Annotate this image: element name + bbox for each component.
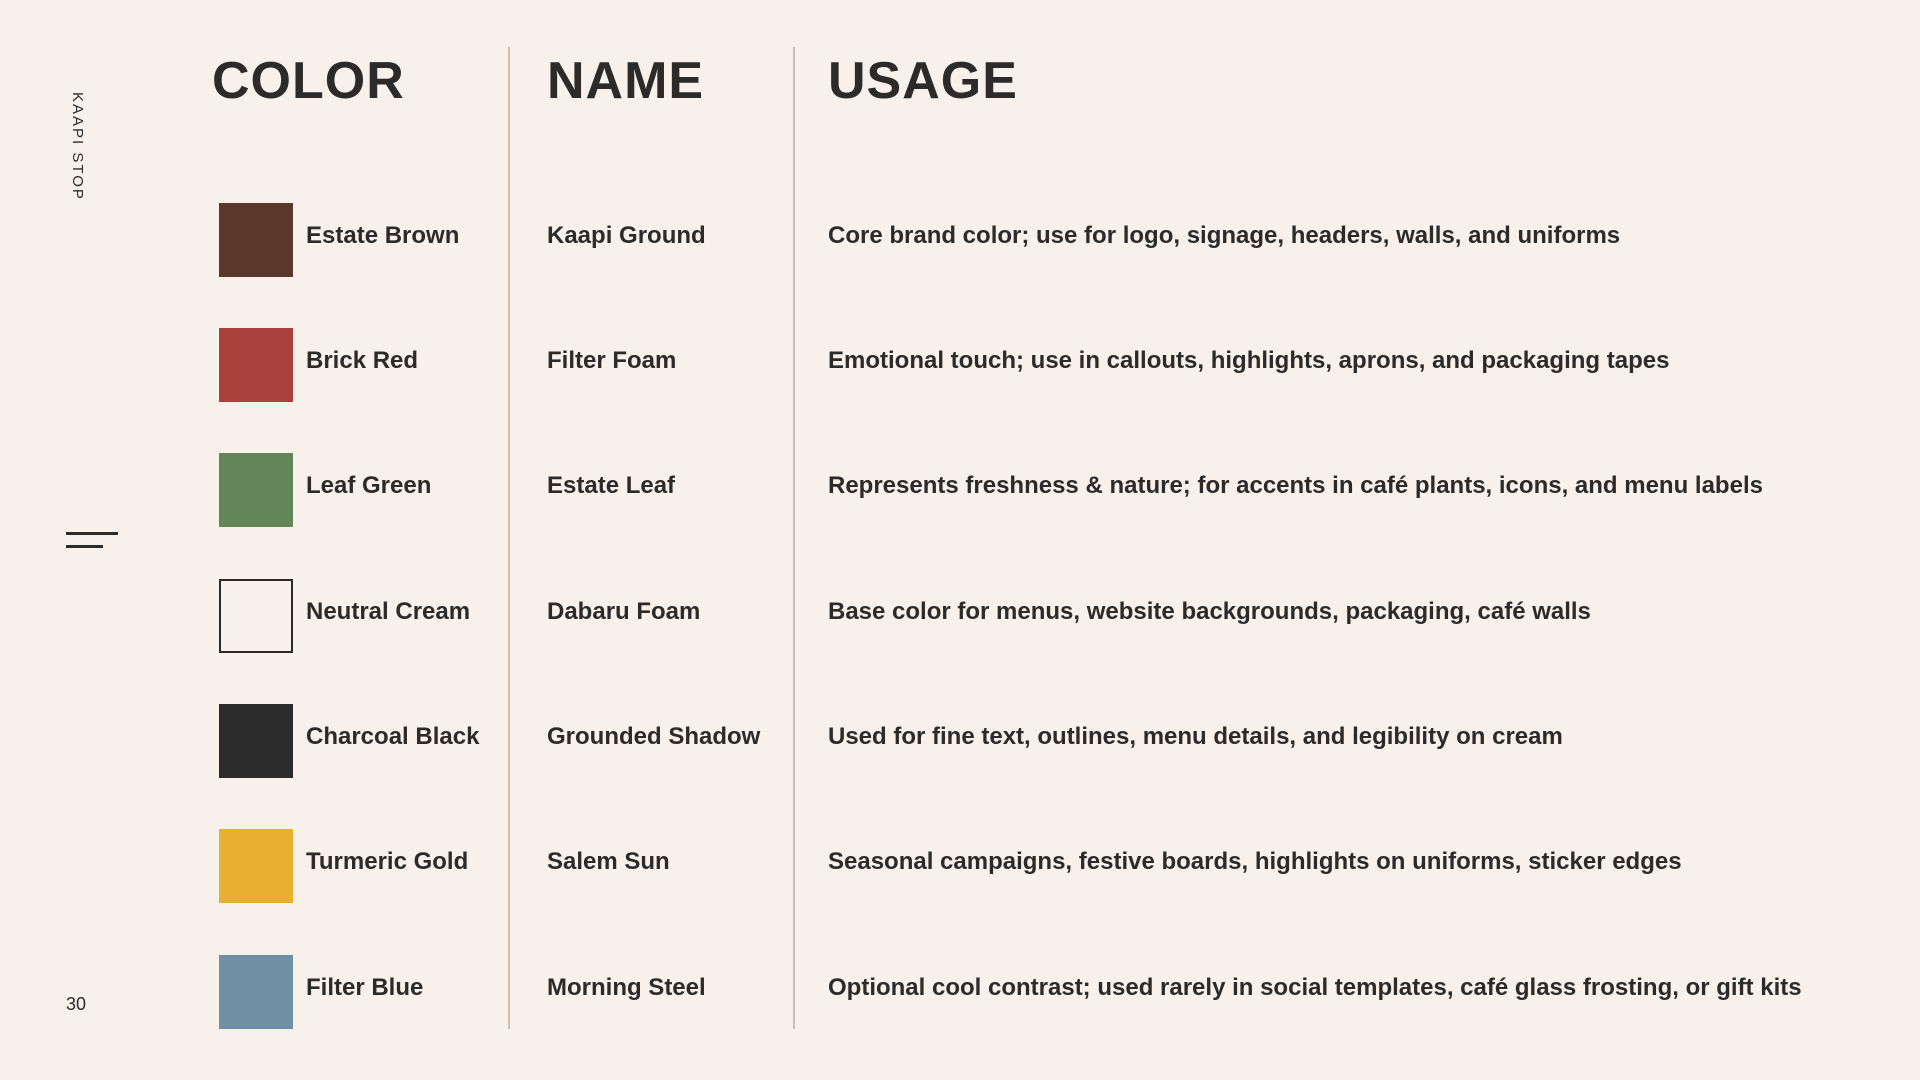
color-usage: Used for fine text, outlines, menu details, and legibility on cream xyxy=(828,723,1563,750)
color-row xyxy=(0,325,1920,401)
menu-icon-bar-top xyxy=(66,532,118,535)
color-usage: Base color for menus, website backgrounds, packaging, café walls xyxy=(828,598,1591,625)
color-swatch xyxy=(219,579,293,653)
color-usage: Seasonal campaigns, festive boards, highlights on uniforms, sticker edges xyxy=(828,848,1682,875)
color-usage: Emotional touch; use in callouts, highlights, aprons, and packaging tapes xyxy=(828,347,1670,374)
brand-color-name: Grounded Shadow xyxy=(547,723,761,750)
color-name: Estate Brown xyxy=(306,222,460,249)
color-name: Leaf Green xyxy=(306,472,432,499)
header-usage: USAGE xyxy=(828,52,1018,110)
brand-color-name: Kaapi Ground xyxy=(547,222,706,249)
color-row xyxy=(0,200,1920,276)
color-name: Filter Blue xyxy=(306,974,424,1001)
color-row xyxy=(0,576,1920,652)
color-swatch xyxy=(219,704,293,778)
brand-color-name: Dabaru Foam xyxy=(547,598,701,625)
color-usage: Represents freshness & nature; for accents in café plants, icons, and menu labels xyxy=(828,472,1763,499)
color-row xyxy=(0,450,1920,526)
brand-name: KAAPI STOP xyxy=(69,92,86,201)
header-name: NAME xyxy=(547,52,705,110)
brand-color-name: Estate Leaf xyxy=(547,472,676,499)
color-swatch xyxy=(219,203,293,277)
color-name: Charcoal Black xyxy=(306,723,480,750)
color-name: Brick Red xyxy=(306,347,419,374)
header-color: COLOR xyxy=(212,52,405,110)
brand-color-name: Filter Foam xyxy=(547,347,677,374)
color-name: Neutral Cream xyxy=(306,598,471,625)
color-swatch xyxy=(219,453,293,527)
color-row xyxy=(0,952,1920,1028)
page-number: 30 xyxy=(66,994,87,1014)
color-row xyxy=(0,826,1920,902)
brand-color-name: Salem Sun xyxy=(547,848,670,875)
menu-icon-bar-bottom xyxy=(66,545,103,548)
brand-color-name: Morning Steel xyxy=(547,974,706,1001)
menu-icon[interactable] xyxy=(66,532,120,552)
color-swatch xyxy=(219,829,293,903)
color-name: Turmeric Gold xyxy=(306,848,469,875)
color-usage: Optional cool contrast; used rarely in social templates, café glass frosting, or gift kits xyxy=(828,974,1802,1001)
color-row xyxy=(0,701,1920,777)
color-swatch xyxy=(219,328,293,402)
color-usage: Core brand color; use for logo, signage, headers, walls, and uniforms xyxy=(828,222,1621,249)
color-swatch xyxy=(219,955,293,1029)
